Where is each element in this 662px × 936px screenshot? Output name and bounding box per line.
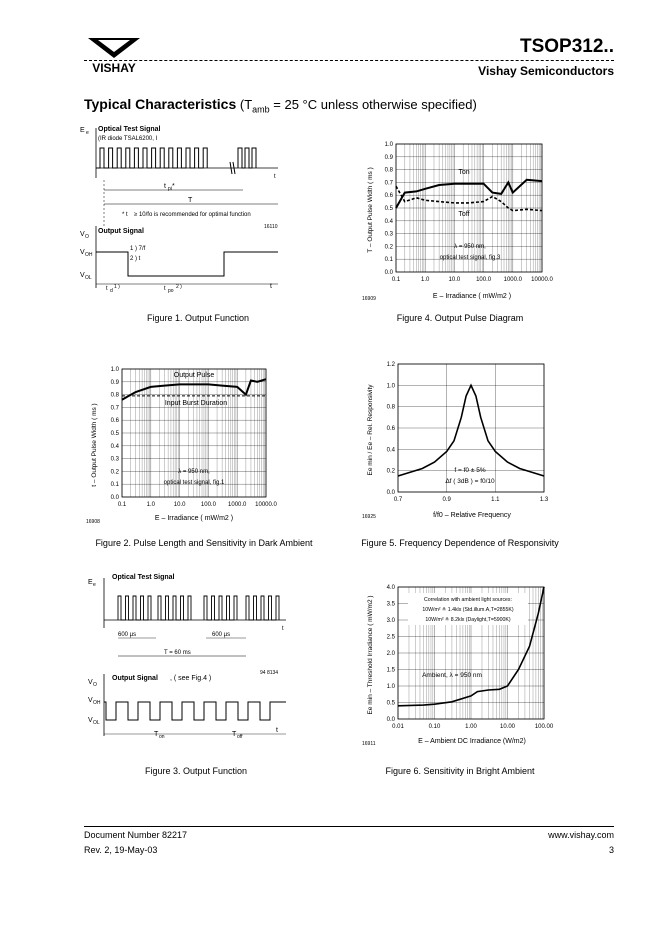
fig3-burst <box>246 596 279 620</box>
y-tick-label: 0.6 <box>110 418 119 425</box>
annotation: λ = 950 nm, <box>178 469 210 475</box>
svg-text:V: V <box>88 697 93 704</box>
y-tick-label: 1.0 <box>110 367 119 373</box>
svg-text:t: t <box>164 286 166 292</box>
company-name: Vishay Semiconductors <box>478 64 614 78</box>
y-tick-label: 0.0 <box>386 717 395 723</box>
svg-text:t: t <box>270 283 272 290</box>
y-tick-label: 0.8 <box>386 404 395 411</box>
svg-text:*: * <box>172 183 175 190</box>
label-output-pulse: Output Pulse <box>173 372 215 379</box>
svg-text:t: t <box>106 286 108 292</box>
svg-text:V: V <box>88 679 93 686</box>
y-tick-label: 0.8 <box>384 167 393 174</box>
svg-text:Output Signal: Output Signal <box>98 228 144 235</box>
svg-text:600 µs: 600 µs <box>118 632 137 638</box>
fig2-caption: Figure 2. Pulse Length and Sensitivity in Dark Ambient <box>95 538 313 548</box>
fig1-burst-2 <box>238 148 256 168</box>
figure-2-chart <box>84 365 284 530</box>
figure-3 <box>86 570 306 750</box>
fig1-burst-1 <box>96 148 207 168</box>
label-toff: Toff <box>458 211 470 218</box>
svg-text:off: off <box>237 734 243 740</box>
svg-text:600 µs: 600 µs <box>212 632 231 638</box>
y-tick-label: 0.8 <box>110 392 119 399</box>
svg-text:V: V <box>80 249 85 256</box>
fig5-caption: Figure 5. Frequency Dependence of Responsivity <box>361 538 559 548</box>
svg-text:OL: OL <box>93 720 100 726</box>
fig1-optical-pulses <box>96 148 256 174</box>
x-tick-label: 10000.0 <box>255 502 277 508</box>
y-tick-label: 0.5 <box>384 206 393 212</box>
y-tick-label: 0.0 <box>384 270 393 276</box>
figure-number: 16925 <box>362 514 376 520</box>
svg-text:T: T <box>232 731 237 738</box>
x-tick-label: 1.3 <box>539 497 549 503</box>
y-tick-label: 1.2 <box>386 362 395 368</box>
section-heading: Typical Characteristics <box>84 96 237 112</box>
svg-text:V: V <box>80 272 85 279</box>
svg-text:OL: OL <box>85 275 92 281</box>
x-axis-label: E – Irradiance ( mW/m2 ) <box>432 293 512 300</box>
x-tick-label: 0.01 <box>392 724 404 730</box>
svg-text:E: E <box>88 579 93 586</box>
label-input-burst: Input Burst Duration <box>164 400 228 407</box>
document-number: Document Number 82217 <box>84 830 188 840</box>
y-tick-label: 2.5 <box>386 634 395 641</box>
y-tick-label: 4.0 <box>386 585 395 591</box>
document-title: TSOP312.. <box>520 36 614 57</box>
svg-text:2 ): 2 ) <box>176 284 182 290</box>
figure-number: 16911 <box>362 741 376 747</box>
figure-number: 16908 <box>86 519 100 525</box>
x-tick-label: 10.00 <box>499 724 516 730</box>
fig3-burst <box>118 596 151 620</box>
y-tick-label: 2.0 <box>386 651 395 657</box>
x-tick-label: 100.0 <box>200 502 216 508</box>
fig3-optical-bursts <box>118 596 279 620</box>
x-tick-label: 1000.0 <box>503 277 522 283</box>
page-number: 3 <box>608 845 614 855</box>
fig1-caption: Figure 1. Output Function <box>146 313 250 323</box>
y-tick-label: 1.5 <box>386 667 395 674</box>
y-tick-label: 0.4 <box>386 447 395 454</box>
annotation: Δf ( 3dB ) = f0/10 <box>445 478 495 485</box>
svg-text:1 ) 7/f: 1 ) 7/f <box>130 246 146 252</box>
header-rule <box>84 60 614 61</box>
y-tick-label: 3.5 <box>386 601 395 608</box>
correlation-note: 10W/m² ≙ 1.4klx (Std.illum.A,T=2855K) <box>422 607 514 613</box>
svg-text:pi: pi <box>168 186 172 192</box>
y-axis-label: Ee min / Ee – Rel. Responsivity <box>367 384 374 476</box>
correlation-note: 10W/m² ≙ 8.2klx (Daylight,T=5900K) <box>425 617 511 623</box>
svg-text:Output Signal: Output Signal <box>112 675 158 682</box>
x-tick-label: 0.7 <box>393 497 403 503</box>
y-tick-label: 0.2 <box>110 469 119 476</box>
svg-text:V: V <box>80 231 85 238</box>
vishay-logo <box>84 36 144 76</box>
x-tick-label: 10.0 <box>448 277 461 283</box>
y-tick-label: 0.6 <box>384 193 393 200</box>
x-tick-label: 0.1 <box>117 502 127 508</box>
y-tick-label: 0.4 <box>384 218 393 225</box>
revision: Rev. 2, 19-May-03 <box>84 845 158 855</box>
x-tick-label: 1.0 <box>421 277 430 283</box>
series-line-2 <box>396 186 542 210</box>
series-line-1 <box>398 385 544 476</box>
correlation-note: Correlation with ambient light sources: <box>424 597 512 603</box>
y-axis-label: Ee min – Threshold Irradiance ( mW/m2 ) <box>367 595 374 715</box>
series-line-1 <box>396 180 542 208</box>
svg-text:po: po <box>168 288 174 294</box>
fig3-caption: Figure 3. Output Function <box>144 766 248 776</box>
svg-text:T: T <box>154 731 159 738</box>
svg-text:, ( see Fig.4 ): , ( see Fig.4 ) <box>170 675 212 682</box>
svg-text:e: e <box>86 130 89 136</box>
fig3-burst <box>158 596 191 620</box>
series-line-1 <box>122 379 266 400</box>
x-tick-label: 1.00 <box>465 724 477 730</box>
annotation: f = f0 ± 5% <box>454 467 486 474</box>
website-link[interactable]: www.vishay.com <box>548 830 614 840</box>
x-axis-label: E – Ambient DC Irradiance (W/m2) <box>418 738 526 745</box>
x-tick-label: 1.0 <box>146 502 155 508</box>
x-tick-label: 100.0 <box>476 277 492 283</box>
x-tick-label: 10.0 <box>173 502 186 508</box>
y-axis-label: T – Output Pulse Width ( ms ) <box>367 167 374 253</box>
svg-text:2 ) t: 2 ) t <box>130 256 141 262</box>
y-tick-label: 0.9 <box>110 379 119 386</box>
x-tick-label: 0.9 <box>442 497 451 503</box>
figure-4-chart <box>360 140 560 310</box>
svg-text:d: d <box>110 288 113 294</box>
x-tick-label: 10000.0 <box>531 277 553 283</box>
svg-text:V: V <box>88 717 93 724</box>
y-tick-label: 0.0 <box>110 495 119 501</box>
fig6-caption: Figure 6. Sensitivity in Bright Ambient <box>385 766 535 776</box>
y-tick-label: 0.0 <box>386 490 395 496</box>
svg-text:94 8134: 94 8134 <box>260 670 279 676</box>
logo-text: VISHAY <box>92 61 136 75</box>
svg-text:T = 60 ms: T = 60 ms <box>164 650 191 656</box>
figure-1 <box>78 120 318 300</box>
svg-text:O: O <box>85 234 89 240</box>
fig3-output-signal <box>104 702 286 720</box>
svg-text:1 ): 1 ) <box>114 284 120 290</box>
grid <box>122 369 266 497</box>
y-tick-label: 0.5 <box>110 431 119 437</box>
y-tick-label: 0.4 <box>110 443 119 450</box>
y-tick-label: 0.5 <box>386 700 395 707</box>
x-axis-label: E – Irradiance ( mW/m2 ) <box>154 515 234 522</box>
svg-text:t: t <box>282 626 284 632</box>
svg-text:T: T <box>188 197 193 204</box>
y-tick-label: 0.1 <box>110 482 119 489</box>
y-tick-label: 0.3 <box>384 231 393 238</box>
x-tick-label: 1000.0 <box>228 502 247 508</box>
fig1-title: Optical Test Signal <box>98 126 161 133</box>
fig4-caption: Figure 4. Output Pulse Diagram <box>396 313 524 323</box>
svg-text:* t: * t <box>122 212 128 218</box>
annotation: Ambient, λ = 950 nm <box>422 672 482 679</box>
svg-text:Optical Test Signal: Optical Test Signal <box>112 574 175 581</box>
y-tick-label: 0.9 <box>384 154 393 161</box>
label-ton: Ton <box>458 169 470 176</box>
x-tick-label: 0.1 <box>391 277 401 283</box>
y-axis-label: t – Output Pulse Width ( ms ) <box>91 403 98 487</box>
svg-text:(IR diode TSAL6200, I: (IR diode TSAL6200, I <box>98 136 158 142</box>
svg-text:OH: OH <box>85 252 93 258</box>
svg-text:O: O <box>93 682 97 688</box>
y-tick-label: 0.7 <box>384 180 393 187</box>
y-tick-label: 0.2 <box>386 468 395 475</box>
svg-text:e: e <box>93 582 96 588</box>
figure-number: 16909 <box>362 296 376 302</box>
y-tick-label: 0.3 <box>110 456 119 463</box>
y-tick-label: 3.0 <box>386 618 395 624</box>
fig3-burst <box>204 596 237 620</box>
grid <box>396 144 542 272</box>
svg-text:OH: OH <box>93 700 101 706</box>
y-tick-label: 0.7 <box>110 405 119 412</box>
figure-5-chart <box>360 360 560 525</box>
svg-text:16110: 16110 <box>264 224 278 230</box>
figure-6-chart <box>360 583 560 753</box>
svg-text:t: t <box>274 174 276 180</box>
svg-text:t: t <box>276 727 278 734</box>
svg-text:on: on <box>159 734 165 740</box>
svg-text:t: t <box>164 183 166 190</box>
svg-text:E: E <box>80 127 85 134</box>
y-tick-label: 0.1 <box>384 257 393 264</box>
annotation: λ = 950 nm, <box>454 244 486 250</box>
y-tick-label: 1.0 <box>386 383 395 390</box>
svg-text:≥ 10/fo is recommended for opt: ≥ 10/fo is recommended for optimal function <box>134 212 251 218</box>
x-tick-label: 100.00 <box>534 724 554 730</box>
x-tick-label: 1.1 <box>491 497 500 503</box>
footer-rule <box>84 826 614 827</box>
annotation: optical test signal, fig.3 <box>439 255 501 261</box>
x-axis-label: f/f0 – Relative Frequency <box>433 512 511 519</box>
section-title: Typical Characteristics ($T_{amb} = 25$ °C unless otherwise specified) <box>84 96 477 115</box>
y-tick-label: 1.0 <box>384 142 393 148</box>
x-tick-label: 0.10 <box>428 724 441 730</box>
y-tick-label: 0.6 <box>386 426 395 432</box>
y-tick-label: 0.2 <box>384 244 393 251</box>
annotation: optical test signal, fig.1 <box>163 480 225 486</box>
y-tick-label: 1.0 <box>386 684 395 690</box>
fig3-output-waveform <box>104 702 286 720</box>
